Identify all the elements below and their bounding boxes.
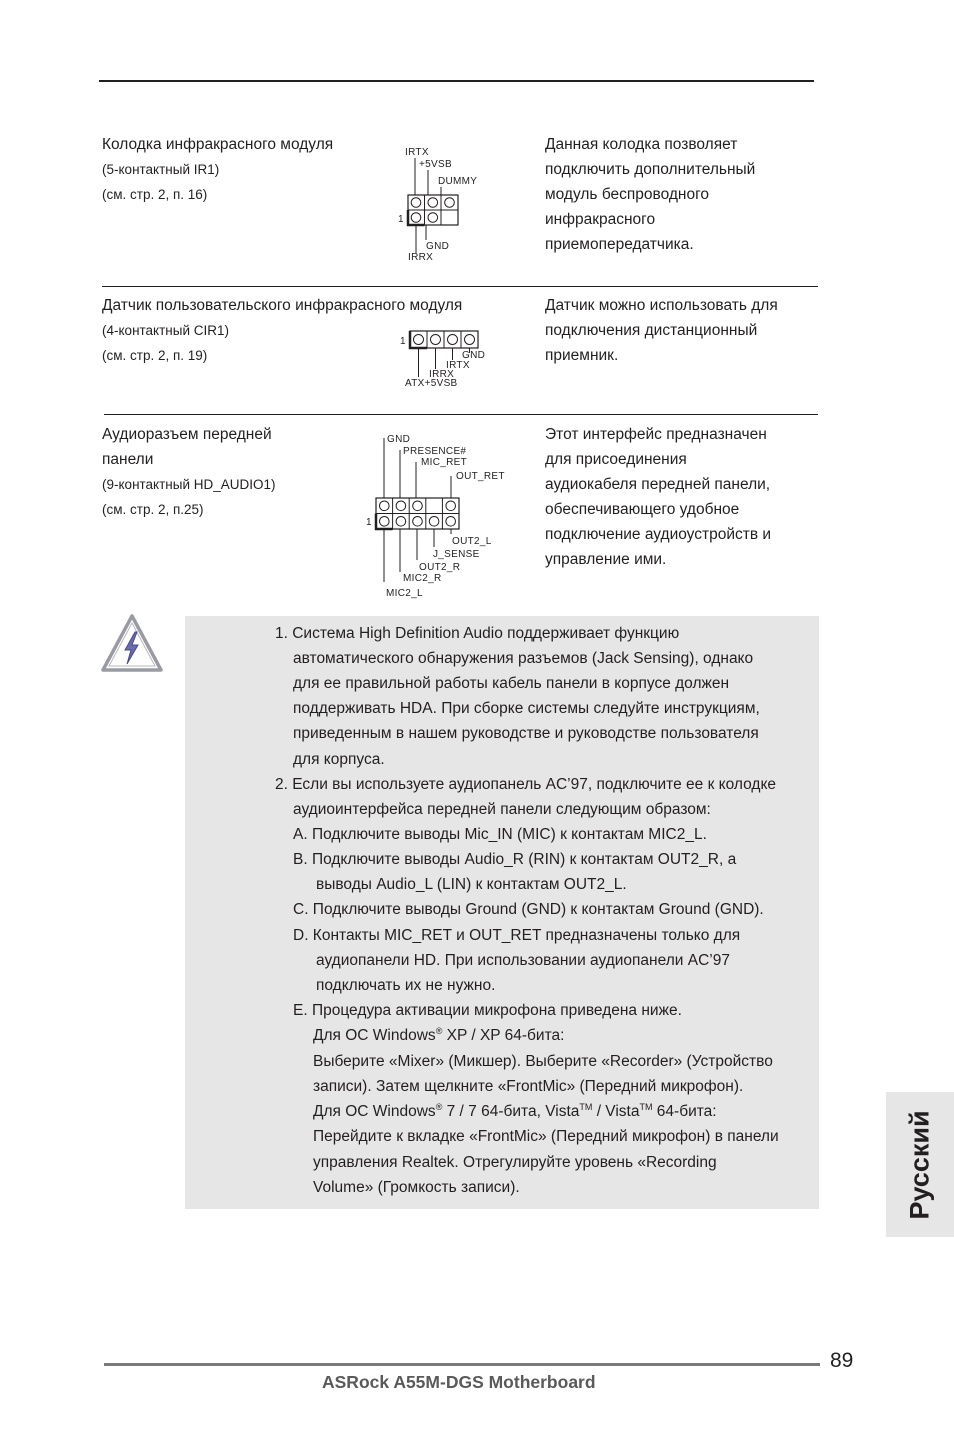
ir-header-description: Данная колодка позволяет подключить дополнительный модуль беспроводного инфракрасного приемопередатчика.: [545, 136, 756, 253]
note-item-1-line-a: 1. Система High Definition Audio поддерживает функцию: [275, 625, 680, 642]
cir-header-diagram: [395, 325, 500, 391]
footer-rule: [104, 1363, 820, 1366]
page-number: 89: [830, 1349, 854, 1372]
cir-header-ref: (см. стр. 2, п. 19): [102, 348, 208, 363]
pin-label-mic-ret: MIC_RET: [421, 457, 467, 468]
language-tab-label: Русский: [904, 1109, 935, 1220]
note-item-C: C. Подключите выводы Ground (GND) к контактам Ground (GND).: [293, 901, 764, 918]
pin-label-out-ret: OUT_RET: [456, 471, 505, 482]
note-item-1-line-b: автоматического обнаружения разъемов (Jack Sensing), однако: [293, 650, 754, 667]
language-tab: [886, 1092, 954, 1237]
audio-header-ref: (см. стр. 2, п.25): [102, 502, 204, 517]
audio-header-title-line1: Аудиоразъем передней: [102, 426, 272, 443]
note-item-E: E. Процедура активации микрофона приведена ниже.: [293, 1002, 682, 1019]
note-item-D-line2: аудиопанели HD. При использовании аудиопанели AC’97: [316, 952, 730, 969]
pin-label-irtx: IRTX: [405, 147, 429, 158]
pin-label-gnd: GND: [387, 434, 411, 445]
top-rule: [99, 80, 814, 82]
note-item-1-line-e: приведенным в нашем руководстве и руководстве пользователя: [293, 725, 759, 742]
divider-1: [102, 286, 818, 287]
audio-header-title-line2: панели: [102, 451, 154, 468]
note-item-2-line-a: 2. Если вы используете аудиопанель AC’97, подключите ее к колодке: [275, 776, 777, 793]
pin-label-out2-l: OUT2_L: [452, 536, 492, 547]
ir-header-diagram: [395, 143, 490, 265]
divider-2: [104, 414, 818, 415]
note-item-B-line2: выводы Audio_L (LIN) к контактам OUT2_L.: [316, 876, 627, 893]
cir-header-pins: (4-контактный CIR1): [102, 323, 230, 338]
note-item-E-line6: управления Realtek. Отрегулируйте уровень «Recording: [313, 1154, 717, 1171]
pin-label-5vsb: +5VSB: [419, 159, 452, 170]
pin-label-dummy: DUMMY: [438, 176, 478, 187]
note-item-E-line3: записи). Затем щелкните «FrontMic» (Передний микрофон).: [313, 1078, 744, 1095]
pin-one-marker: 1: [398, 214, 404, 225]
note-item-E-os1: Для ОС Windows® XP / XP 64-бита:: [313, 1025, 565, 1044]
note-item-2-line-b: аудиоинтерфейса передней панели следующим образом:: [293, 801, 711, 818]
note-item-A: A. Подключите выводы Mic_IN (MIC) к контактам MIC2_L.: [293, 826, 707, 843]
cir-header-title: Датчик пользовательского инфракрасного модуля: [102, 297, 463, 314]
warning-triangle-icon: [100, 613, 166, 673]
cir-header-description: Датчик можно использовать для подключения дистанционный приемник.: [545, 297, 778, 364]
pin-one-marker: 1: [366, 517, 372, 528]
ir-header-pins: (5-контактный IR1): [102, 162, 220, 177]
pin-label-out2-r: OUT2_R: [419, 562, 461, 573]
note-item-E-line2: Выберите «Mixer» (Микшер). Выберите «Recorder» (Устройство: [313, 1053, 773, 1070]
note-box: [185, 616, 819, 1209]
note-item-D-line3: подключать их не нужно.: [316, 977, 496, 994]
note-item-E-line7: Volume» (Громкость записи).: [313, 1179, 520, 1196]
note-item-1-line-f: для корпуса.: [293, 751, 385, 768]
pin-label-gnd: GND: [426, 241, 450, 252]
note-item-E-line5: Перейдите к вкладке «FrontMic» (Передний микрофон) в панели: [313, 1128, 779, 1145]
pin-label-gnd: GND: [462, 350, 486, 361]
pin-label-mic2-l: MIC2_L: [386, 588, 423, 599]
pin-label-atx5vsb: ATX+5VSB: [405, 378, 458, 389]
note-item-B-line1: B. Подключите выводы Audio_R (RIN) к контактам OUT2_R, а: [293, 851, 737, 868]
footer-brand: ASRock A55M-DGS Motherboard: [322, 1372, 596, 1392]
note-item-1-line-d: поддерживать HDA. При сборке системы следуйте инструкциям,: [293, 700, 760, 717]
audio-header-description: Этот интерфейс предназначен для присоединения аудиокабеля передней панели, обеспечивающего удобное подключение аудиоустройств и управление ими.: [545, 426, 772, 568]
pin-label-presence: PRESENCE#: [403, 446, 467, 457]
audio-header-diagram: [362, 430, 507, 602]
note-item-D-line1: D. Контакты MIC_RET и OUT_RET предназначены только для: [293, 927, 741, 944]
pin-label-irrx: IRRX: [408, 252, 434, 263]
pin-label-j-sense: J_SENSE: [433, 549, 480, 560]
pin-label-irtx: IRTX: [446, 360, 470, 371]
ir-header-title: Колодка инфракрасного модуля: [102, 136, 334, 153]
note-item-E-os2: Для ОС Windows® 7 / 7 64-бита, Vista™ / Vista™ 64-бита:: [313, 1101, 717, 1120]
pin-label-mic2-r: MIC2_R: [403, 573, 442, 584]
pin-label-irrx: IRRX: [429, 369, 455, 380]
note-item-1-line-c: для ее правильной работы кабель панели в корпусе должен: [293, 675, 730, 692]
audio-header-pins: (9-контактный HD_AUDIO1): [102, 477, 276, 492]
pin-one-marker: 1: [400, 336, 406, 347]
ir-header-ref: (см. стр. 2, п. 16): [102, 187, 208, 202]
